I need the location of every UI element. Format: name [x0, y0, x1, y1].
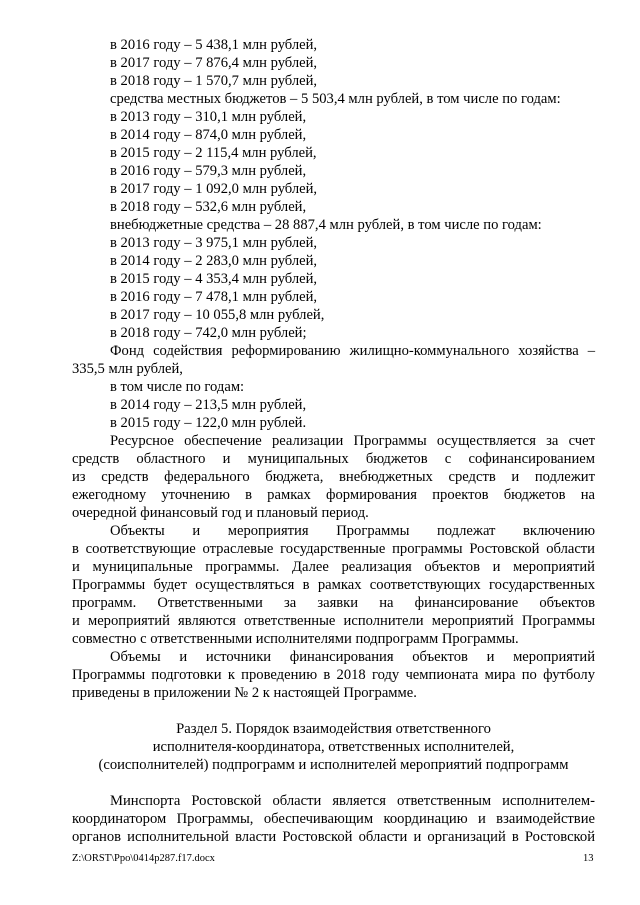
text-line: в 2018 году – 1 570,7 млн рублей,	[110, 73, 318, 89]
section-title-line: Раздел 5. Порядок взаимодействия ответственного	[176, 721, 491, 737]
text-line: в 2017 году – 1 092,0 млн рублей,	[110, 181, 318, 197]
objects-paragraph-line: в соответствующие отраслевые государственные программы Ростовской области	[72, 541, 595, 557]
text-line: в 2016 году – 5 438,1 млн рублей,	[110, 37, 318, 53]
text-line: в 2016 году – 579,3 млн рублей,	[110, 163, 307, 179]
volumes-paragraph-line: Объемы и источники финансирования объектов и мероприятий	[110, 649, 595, 665]
fund-paragraph-line: в том числе по годам:	[110, 379, 245, 395]
objects-paragraph-line: Объекты и мероприятия Программы подлежат включению	[110, 523, 595, 539]
resources-paragraph-line: очередной финансовый год и плановый период.	[72, 505, 369, 521]
text-line: в 2018 году – 532,6 млн рублей,	[110, 199, 307, 215]
fund-paragraph-line: 335,5 млн рублей,	[72, 361, 183, 377]
fund-paragraph-line: в 2014 году – 213,5 млн рублей,	[110, 397, 307, 413]
minsport-paragraph-line: Минспорта Ростовской области является ответственным исполнителем-	[110, 793, 595, 809]
objects-paragraph-line: Программы будет осуществляться в рамках соответствующих государственных	[72, 577, 595, 593]
minsport-paragraph-line: органов исполнительной власти Ростовской области и организаций в Ростовской	[72, 829, 595, 845]
text-line: в 2017 году – 10 055,8 млн рублей,	[110, 307, 325, 323]
section-title-line: исполнителя-координатора, ответственных исполнителей,	[152, 739, 515, 755]
text-line: средства местных бюджетов – 5 503,4 млн рублей, в том числе по годам:	[110, 91, 561, 107]
resources-paragraph-line: ежегодному уточнению в рамках формирования проектов бюджетов на	[72, 487, 595, 503]
footer-file-path: Z:\ORST\Ppo\0414p287.f17.docx	[72, 853, 215, 864]
text-line: в 2014 году – 2 283,0 млн рублей,	[110, 253, 318, 269]
text-line: в 2014 году – 874,0 млн рублей,	[110, 127, 307, 143]
minsport-paragraph-line: координатором Программы, обеспечивающим координацию и взаимодействие	[72, 811, 595, 827]
volumes-paragraph-line: приведены в приложении № 2 к настоящей Программе.	[72, 685, 417, 701]
text-line: в 2017 году – 7 876,4 млн рублей,	[110, 55, 318, 71]
volumes-paragraph-line: Программы подготовки к проведению в 2018 году чемпионата мира по футболу	[72, 667, 595, 683]
objects-paragraph-line: программ. Ответственными за заявки на финансирование объектов	[72, 595, 595, 611]
objects-paragraph-line: совместно с ответственными исполнителями подпрограмм Программы.	[72, 631, 519, 647]
text-line: в 2013 году – 3 975,1 млн рублей,	[110, 235, 318, 251]
objects-paragraph-line: и муниципальные программы. Далее реализация объектов и мероприятий	[72, 559, 595, 575]
text-line: внебюджетные средства – 28 887,4 млн рублей, в том числе по годам:	[110, 217, 542, 233]
section-title-line: (соисполнителей) подпрограмм и исполнителей мероприятий подпрограмм	[98, 757, 569, 773]
resources-paragraph-line: из средств федерального бюджета, внебюджетных средств и подлежит	[72, 469, 595, 485]
footer-page-number: 13	[583, 853, 594, 864]
objects-paragraph-line: и мероприятий являются ответственные исполнители мероприятий Программы	[72, 613, 595, 629]
text-line: в 2013 году – 310,1 млн рублей,	[110, 109, 307, 125]
resources-paragraph-line: Ресурсное обеспечение реализации Программы осуществляется за счет	[110, 433, 595, 449]
fund-paragraph-line: в 2015 году – 122,0 млн рублей.	[110, 415, 307, 431]
text-line: в 2015 году – 2 115,4 млн рублей,	[110, 145, 317, 161]
text-line: в 2015 году – 4 353,4 млн рублей,	[110, 271, 318, 287]
resources-paragraph-line: средств областного и муниципальных бюджетов с софинансированием	[72, 451, 595, 467]
fund-paragraph-line: Фонд содействия реформированию жилищно-коммунального хозяйства –	[110, 343, 595, 359]
text-line: в 2018 году – 742,0 млн рублей;	[110, 325, 307, 341]
text-line: в 2016 году – 7 478,1 млн рублей,	[110, 289, 318, 305]
